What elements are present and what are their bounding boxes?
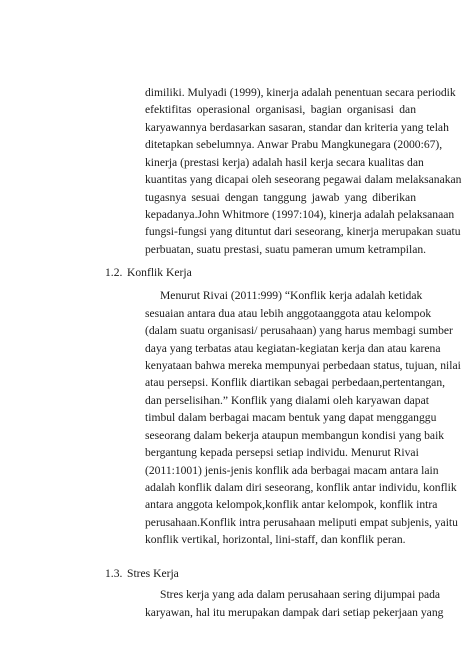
- text-line: efektifitas operasional organisasi, bagian organisasi dan: [145, 103, 416, 117]
- text-line: (2011:1001) jenis-jenis konflik ada berbagai macam antara lain: [145, 463, 439, 477]
- text-line: sesuaian antara dua atau lebih anggotaanggota atau kelompok: [145, 306, 432, 320]
- text-line: antara anggota kelompok,konflik antar kelompok, konflik intra: [145, 498, 438, 512]
- text-line: kuantitas yang dicapai oleh seseorang pegawai dalam melaksanakan: [145, 173, 462, 187]
- text-line: bergantung kepada persepsi setiap individu. Menurut Rivai: [145, 446, 419, 460]
- text-line: ditetapkan sebelumnya. Anwar Prabu Mangkunegara (2000:67),: [145, 138, 443, 152]
- text-line: timbul dalam berbagai macam bentuk yang dapat mengganggu: [145, 411, 437, 425]
- section-title: Stres Kerja: [127, 566, 179, 580]
- text-line: (dalam suatu organisasi/ perusahaan) yang harus membagi sumber: [145, 324, 453, 338]
- text-line: karyawan, hal itu merupakan dampak dari setiap pekerjaan yang: [145, 605, 444, 619]
- section-title: Konflik Kerja: [127, 266, 192, 280]
- text-line: atau persepsi. Konflik diartikan sebagai perbedaan,pertentangan,: [145, 376, 446, 390]
- text-line: tugasnya sesuai dengan tanggung jawab yang diberikan: [145, 190, 416, 204]
- text-line: perusahaan.Konflik intra perusahaan meliputi empat subjenis, yaitu: [145, 515, 458, 529]
- text-line: karyawannya berdasarkan sasaran, standar dan kriteria yang telah: [145, 120, 449, 134]
- section-number: 1.2.: [105, 266, 123, 280]
- section-heading-konflik-kerja: [105, 266, 192, 280]
- text-line: dan perselisihan.” Konflik yang dialami oleh karyawan dapat: [145, 393, 429, 407]
- section-heading-stres-kerja: [105, 567, 179, 581]
- text-line: Stres kerja yang ada dalam perusahaan sering dijumpai pada: [160, 588, 441, 602]
- text-line: fungsi-fungsi yang dituntut dari seseorang, kinerja merupakan suatu: [145, 225, 461, 239]
- text-line: dimiliki. Mulyadi (1999), kinerja adalah penentuan secara periodik: [145, 86, 456, 99]
- text-line: daya yang terbatas atau kegiatan-kegiatan kerja dan atau karena: [145, 341, 441, 355]
- text-line: kinerja (prestasi kerja) adalah hasil kerja secara kualitas dan: [145, 155, 424, 169]
- text-line: perbuatan, suatu prestasi, suatu pameran umum ketrampilan.: [145, 242, 427, 256]
- text-line: kepadanya.John Whitmore (1997:104), kinerja adalah pelaksanaan: [145, 207, 455, 221]
- text-line: Menurut Rivai (2011:999) “Konflik kerja adalah ketidak: [160, 289, 423, 303]
- text-line: kenyataan bahwa mereka mempunyai perbedaan status, tujuan, nilai: [145, 358, 461, 372]
- text-line: adalah konflik dalam diri seseorang, konflik antar individu, konflik: [145, 480, 457, 494]
- section-number: 1.3.: [105, 566, 123, 580]
- text-line: konflik vertikal, horizontal, lini-staff, dan konflik peran.: [145, 533, 406, 547]
- text-line: seseorang dalam bekerja ataupun membangun kondisi yang baik: [145, 428, 445, 442]
